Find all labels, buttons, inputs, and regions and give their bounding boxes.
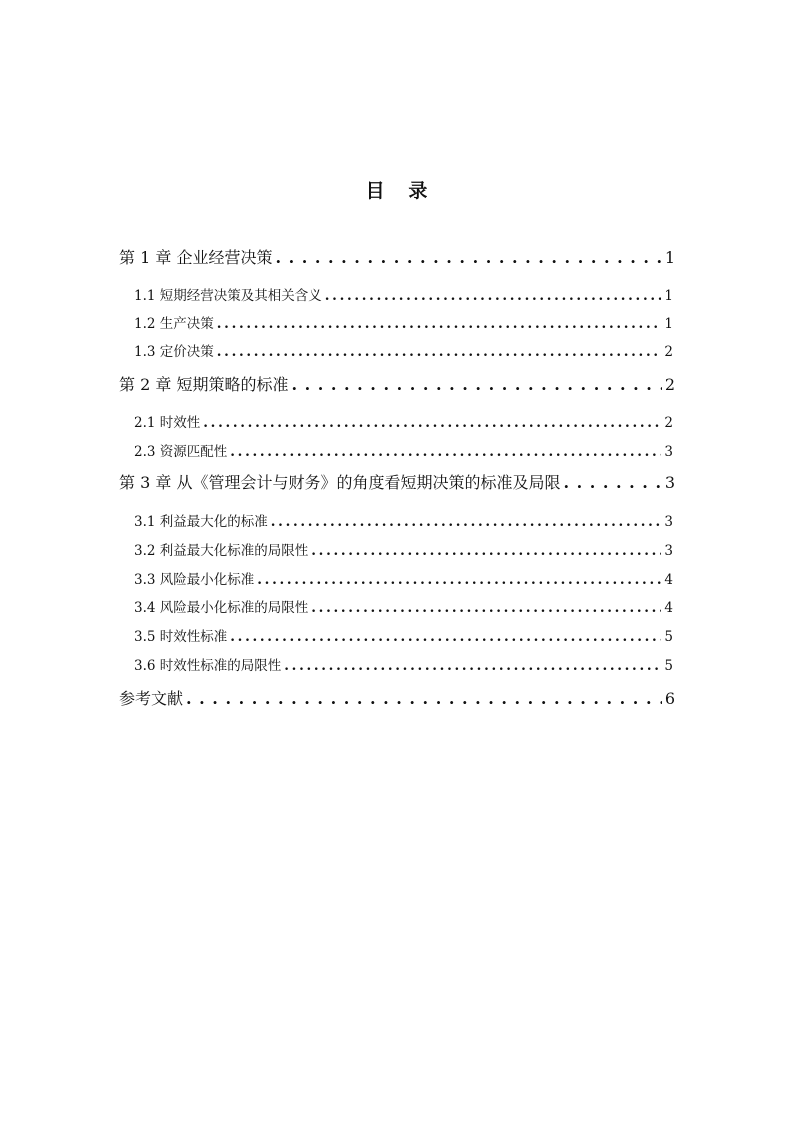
dot-leader <box>217 314 662 334</box>
dot-leader <box>311 541 661 561</box>
dot-leader <box>230 627 661 647</box>
toc-entry-label: 3.2 利益最大化标准的局限性 <box>134 543 309 559</box>
toc-entry-section-1-2[interactable] <box>134 314 673 334</box>
toc-entry-page: 1 <box>664 288 673 304</box>
toc-entry-section-1-3[interactable] <box>134 342 673 362</box>
dot-leader <box>291 374 661 396</box>
toc-title: 目 录 <box>365 180 436 202</box>
dot-leader <box>203 413 661 433</box>
toc-entry-label: 2.3 资源匹配性 <box>134 444 228 460</box>
toc-entry-section-2-1[interactable] <box>134 413 673 433</box>
toc-entry-page: 3 <box>664 473 675 492</box>
toc-entry-chapter-1[interactable] <box>119 247 675 269</box>
toc-entry-chapter-3[interactable] <box>119 472 675 494</box>
dot-leader <box>275 247 661 269</box>
toc-entry-page: 4 <box>664 600 673 616</box>
toc-entry-page: 3 <box>664 514 673 530</box>
dot-leader <box>325 286 662 306</box>
toc-entry-chapter-2[interactable] <box>119 374 675 396</box>
toc-entry-page: 1 <box>664 248 675 267</box>
toc-entry-section-2-3[interactable] <box>134 442 673 462</box>
toc-entry-page: 3 <box>664 444 673 460</box>
dot-leader <box>311 598 661 618</box>
dot-leader <box>230 442 661 462</box>
dot-leader <box>257 570 661 590</box>
toc-entry-references[interactable] <box>119 688 675 710</box>
toc-entry-label: 参考文献 <box>119 689 184 708</box>
toc-entry-page: 1 <box>664 316 673 332</box>
toc-entry-label: 3.5 时效性标准 <box>134 629 228 645</box>
toc-entry-page: 2 <box>664 415 673 431</box>
toc-entry-label: 1.2 生产决策 <box>134 316 214 332</box>
toc-entry-page: 5 <box>664 629 673 645</box>
toc-entry-page: 4 <box>664 572 673 588</box>
toc-entry-label: 3.4 风险最小化标准的局限性 <box>134 600 309 616</box>
toc-entry-label: 第 2 章 短期策略的标准 <box>119 375 289 394</box>
toc-entry-page: 2 <box>664 344 673 360</box>
dot-leader <box>271 512 662 532</box>
toc-entry-section-1-1[interactable] <box>134 286 673 306</box>
toc-entry-label: 3.3 风险最小化标准 <box>134 572 255 588</box>
toc-entry-label: 1.1 短期经营决策及其相关含义 <box>134 288 322 304</box>
dot-leader <box>186 688 662 710</box>
dot-leader <box>563 472 661 494</box>
toc-entry-section-3-4[interactable] <box>134 598 673 618</box>
toc-entry-section-3-5[interactable] <box>134 627 673 647</box>
toc-entry-label: 3.6 时效性标准的局限性 <box>134 658 282 674</box>
toc-entry-section-3-3[interactable] <box>134 570 673 590</box>
dot-leader <box>284 656 661 676</box>
toc-entry-label: 第 1 章 企业经营决策 <box>119 248 273 267</box>
toc-entry-label: 2.1 时效性 <box>134 415 201 431</box>
toc-entry-label: 3.1 利益最大化的标准 <box>134 514 268 530</box>
dot-leader <box>217 342 662 362</box>
toc-entry-label: 第 3 章 从《管理会计与财务》的角度看短期决策的标准及局限 <box>119 473 561 492</box>
toc-entry-page: 6 <box>664 689 675 708</box>
toc-entry-page: 3 <box>664 543 673 559</box>
toc-entry-page: 2 <box>664 375 675 394</box>
toc-entry-section-3-1[interactable] <box>134 512 673 532</box>
toc-entry-section-3-6[interactable] <box>134 656 673 676</box>
toc-entry-section-3-2[interactable] <box>134 541 673 561</box>
toc-entry-page: 5 <box>664 658 673 674</box>
toc-entry-label: 1.3 定价决策 <box>134 344 214 360</box>
